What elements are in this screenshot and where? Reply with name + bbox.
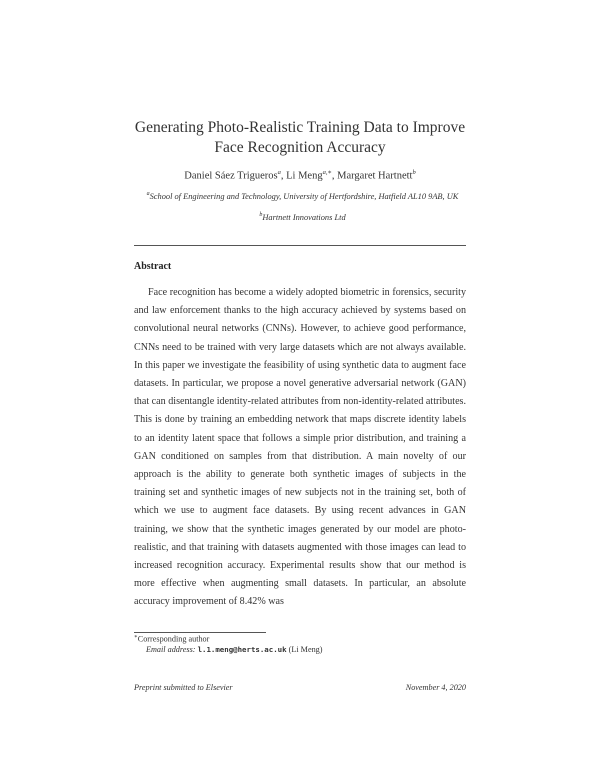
affiliation-text: Hartnett Innovations Ltd xyxy=(262,212,346,222)
footnote-mark: ∗ xyxy=(134,634,138,640)
preprint-note: Preprint submitted to Elsevier xyxy=(134,683,233,692)
abstract-body xyxy=(134,284,466,612)
author-list: Daniel Sáez Trigueros$^a$, Li Meng$^{a,∗}$, Margaret Hartnett$^b$ xyxy=(184,169,416,182)
paper-title xyxy=(110,118,490,158)
email-label: Email address: xyxy=(146,645,196,654)
email-address-link[interactable]: l.1.meng@herts.ac.uk xyxy=(197,645,287,654)
abstract-top-rule xyxy=(134,245,466,246)
author-affil-mark: b xyxy=(412,169,416,176)
author-name: Margaret Hartnett xyxy=(337,170,413,182)
footnote-email xyxy=(146,645,323,654)
author-affil-mark: a xyxy=(277,169,281,176)
affiliation-a xyxy=(140,189,465,202)
affiliation-mark: a xyxy=(146,191,150,197)
affiliation-mark: b xyxy=(259,212,263,218)
author-name: Daniel Sáez Trigueros xyxy=(184,170,278,182)
affiliation-b xyxy=(140,210,465,223)
author-name: Li Meng xyxy=(286,170,323,182)
abstract-heading: Abstract xyxy=(134,261,172,272)
author-affil-mark: a,∗ xyxy=(322,169,332,176)
footnote-text: Corresponding author xyxy=(137,634,210,644)
footnote-corresponding xyxy=(134,634,209,644)
affiliation-text: School of Engineering and Technology, University of Hertfordshire, Hatfield AL10 9AB, UK xyxy=(149,191,459,201)
footnote-rule xyxy=(134,632,266,633)
title-line-2: Face Recognition Accuracy xyxy=(214,139,386,156)
title-line-1: Generating Photo-Realistic Training Data to Improve xyxy=(134,119,466,136)
email-owner: (Li Meng) xyxy=(288,645,323,654)
preprint-date: November 4, 2020 xyxy=(405,683,466,692)
abstract-paragraph: Face recognition has become a widely adopted biometric in forensics, security and law enforcement thanks to the high accuracy achieved by systems based on convolutional neural networks (CNNs). However, to achieve good performance, CNNs need to be trained with very large datasets which are not always available. In this paper we investigate the feasibility of using synthetic data to augment face datasets. In particular, we propose a novel generative adversarial network (GAN) that can disentangle identity-related attributes from non-identity-related attributes. This is done by training an embedding network that maps discrete identity labels to an identity latent space that follows a simple prior distribution, and training a GAN conditioned on samples from that distribution. A main novelty of our approach is the ability to generate both synthetic images of subjects in the training set and synthetic images of new subjects not in the training set, both of which we use to augment face datasets. By using recent advances in GAN training, we show that the synthetic images generated by our model are photo-realistic, and that training with datasets augmented with those images can lead to increased recognition accuracy. Experimental results show that our method is more effective when augmenting small datasets. In particular, an absolute accuracy improvement of 8.42% was xyxy=(134,287,466,608)
